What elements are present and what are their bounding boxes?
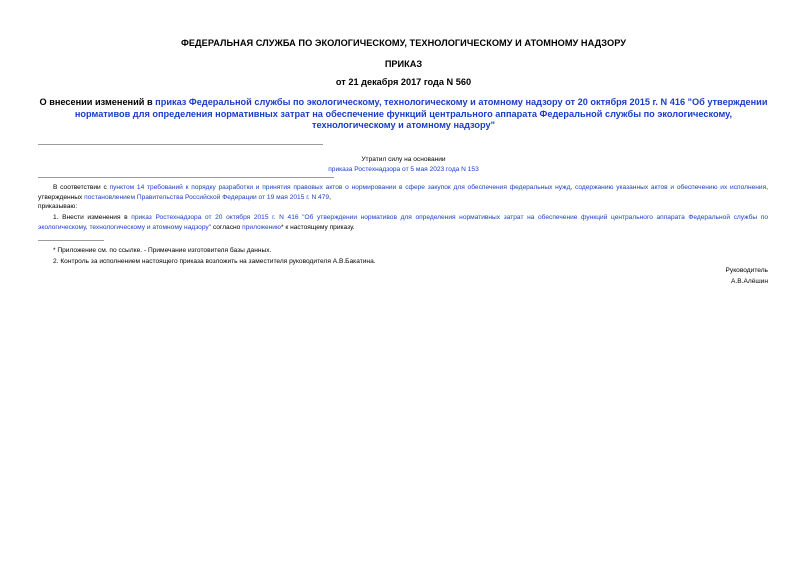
- paragraph-item-2: 2. Контроль за исполнением настоящего приказа возложить на заместителя руководителя А.В.Бакатина.: [53, 258, 376, 265]
- status-line: Утратил силу на основании: [361, 156, 446, 163]
- p2-prefix: 1. Внести изменения в: [53, 214, 132, 221]
- p2-mid: согласно: [211, 223, 243, 231]
- document-type: ПРИКАЗ: [384, 59, 423, 69]
- document-date: от 21 декабря 2017 года N 560: [335, 77, 472, 87]
- status-link[interactable]: приказа Ростехнадзора от 5 мая 2023 года N 153: [328, 166, 479, 173]
- footnote-divider: [38, 240, 104, 241]
- signer-name: А.В.Алёшин: [731, 278, 768, 285]
- footnote: * Приложение см. по ссылке. - Примечание изготовителя базы данных.: [53, 247, 272, 254]
- divider-middle: [38, 177, 334, 178]
- document-subject: [36, 97, 771, 132]
- paragraph-basis: [38, 183, 768, 202]
- status-note: [0, 155, 807, 175]
- p1-suffix: ,: [329, 193, 331, 201]
- paragraph-item-1: [38, 213, 768, 232]
- signer-role: Руководитель: [725, 267, 768, 274]
- p2-suffix: * к настоящему приказу.: [280, 223, 355, 231]
- p1-link-item[interactable]: пунктом 14: [109, 184, 145, 191]
- p1-mid: , утвержденных: [38, 184, 769, 201]
- agency-title: ФЕДЕРАЛЬНАЯ СЛУЖБА ПО ЭКОЛОГИЧЕСКОМУ, ТЕХНОЛОГИЧЕСКОМУ И АТОМНОМУ НАДЗОРУ: [180, 38, 627, 48]
- order-word: приказываю:: [38, 203, 78, 210]
- divider-top: [38, 144, 323, 145]
- subject-link[interactable]: приказ Федеральной службы по экологическому, технологическому и атомному надзору от 20 октября 2015 г. N 416 "Об утверждении нормативов для определения нормативных затрат на обеспечение функций центрального аппарата Федеральной службы по экологическому, технологическому и атомному надзору": [74, 97, 768, 130]
- p2-link-appendix[interactable]: приложению: [242, 223, 281, 231]
- p1-link-requirements[interactable]: требований к порядку разработки и принятия правовых актов о нормировании в сфере закупок для обеспечения федеральных нужд, содержанию указанных актов и обеспечению их исполнения: [147, 184, 767, 191]
- subject-prefix: О внесении изменений в: [39, 97, 156, 107]
- p2-link-order[interactable]: приказ Ростехнадзора от 20 октября 2015 г. N 416 "Об утверждении нормативов для определения нормативных затрат на обеспечение функций центрального аппарата Федеральной службы по экологическому, технологическому и атомному надзору": [38, 214, 768, 231]
- p1-link-decree[interactable]: постановлением Правительства Российской Федерации от 19 мая 2015 г. N 479: [84, 193, 330, 201]
- p1-prefix: В соответствии с: [53, 184, 110, 191]
